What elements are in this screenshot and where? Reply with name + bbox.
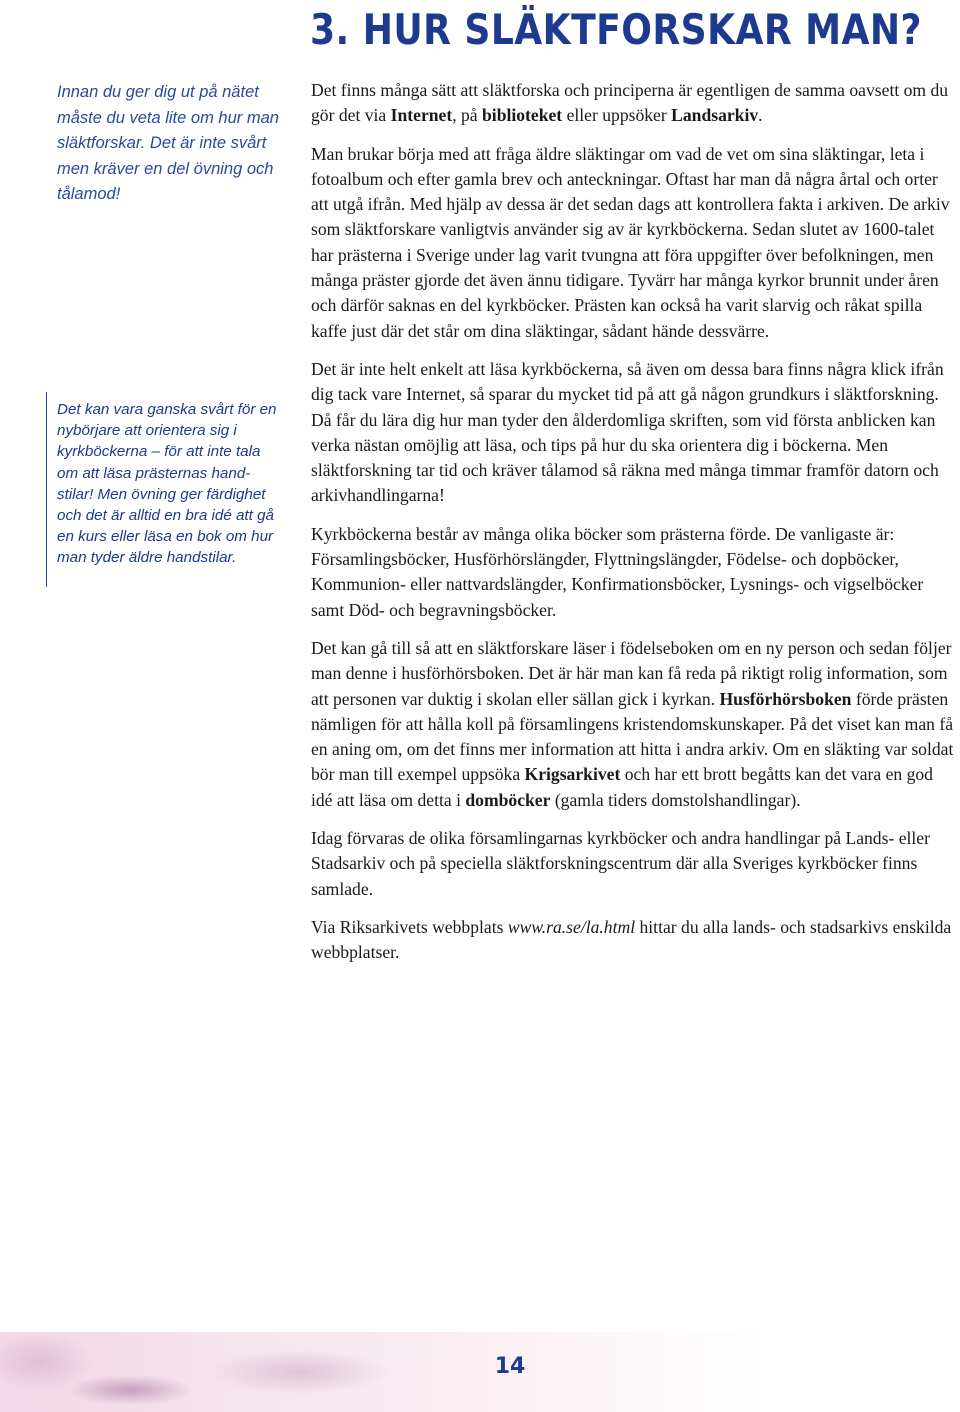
sidebar-note-tip: Det kan vara ganska svårt för en nybörjare att orientera sig i kyrkböckerna – för att inte tala om att läsa prästernas hand-stilar! Men övning ger färdighet och det är alltid en bra idé att gå en kurs eller läsa en bok om hur man tyder äldre handstilar. [57, 401, 277, 567]
riksarkivet-link[interactable]: www.ra.se/la.html [507, 916, 636, 937]
chapter-heading: 3. HUR SLÄKTFORSKAR MAN? [310, 5, 922, 54]
emphasis-biblioteket: biblioteket [482, 105, 563, 126]
paragraph-7 [311, 915, 956, 966]
emphasis-internet: Internet [390, 105, 453, 126]
paragraph-1 [311, 78, 956, 129]
paragraph-5-text-d: och har ett brott begåtts kan det vara en god idé att läsa om detta i [311, 764, 933, 810]
emphasis-krigsarkivet: Krigsarkivet [524, 764, 621, 785]
paragraph-5-text-a: Det kan gå till så att en släktforskare läser i födelseboken om en ny person och sedan följer man denne i husförhörsboken. Det är här man kan få reda på riktigt rolig information, som att personen var duktig i skolan eller sällan gick i kyrkan. [311, 637, 952, 709]
paragraph-1-text-e: . [758, 105, 763, 126]
footer-face-image [0, 1332, 420, 1412]
paragraph-6: Idag förvaras de olika församlingarnas kyrkböcker och andra handlingar på Lands- eller Stadsarkiv och på speciella släktforskningscentrum där alla Sveriges kyrkböcker finns samlade. [311, 828, 930, 899]
paragraph-5-text-c: förde prästen nämligen för att hålla koll på församlingens kristendomskunskaper. På det viset kan man få en aning om, om det finns mer information att hitta i andra arkiv. Om en släkting var soldat bör man till exempel uppsöka [311, 688, 954, 785]
paragraph-7-text-b: hittar du alla lands- och stadsarkivs enskilda webbplatser. [311, 916, 952, 963]
emphasis-dombocker: domböcker [465, 789, 551, 810]
emphasis-landsarkiv: Landsarkiv [671, 105, 759, 126]
paragraph-5 [311, 636, 956, 813]
main-body-text [311, 78, 956, 979]
page-number: 14 [494, 1354, 526, 1379]
emphasis-husforhorsboken: Husförhörsboken [719, 688, 852, 709]
paragraph-1-text-c: , på [452, 105, 483, 126]
paragraph-4: Kyrkböckerna består av många olika böcker som prästerna förde. De vanligaste är: Församlingsböcker, Husförhörslängder, Flyttningslängder, Födelse- och dopböcker, Kommunion- eller nattvardslängder, Konfirmationsböcker, Lysnings- och vigselböcker samt Död- och begravningsböcker. [311, 523, 924, 620]
paragraph-3: Det är inte helt enkelt att läsa kyrkböckerna, så även om dessa bara finns några klick ifrån dig tack vare Internet, så sparar du mycket tid på att gå någon grundkurs i släktforskning. Då får du lära dig hur man tyder den ålderdomliga skriften, som vid första anblicken kan verka nästan omöjlig att läsa, och tips på hur du ska orientera dig i böckerna. Men släktforskning tar tid och kräver tålamod så räkna med många timmar framför datorn och arkivhandlingarna! [311, 358, 944, 506]
sidebar-divider-line [46, 392, 47, 587]
sidebar-note-intro: Innan du ger dig ut på nätet måste du veta lite om hur man släktforskar. Det är inte svårt men kräver en del övning och tålamod! [57, 83, 279, 203]
paragraph-2: Man brukar börja med att fråga äldre släktingar om vad de vet om sina släktingar, leta i fotoalbum och efter gamla brev och anteckningar. Oftast har man då några årtal och orter att utgå ifrån. Med hjälp av dessa är det sedan dags att kontrollera fakta i arkiven. De arkiv som släktforskare vanligtvis använder sig av är kyrkböckerna. Sedan slutet av 1600-talet har prästerna i Sverige under lag varit tvungna att föra uppgifter över befolkningen, men många präster gjorde det även ännu tidigare. Tyvärr har många kyrkor brunnit under åren och därför saknas en del kyrkböcker. Prästen kan också ha varit slarvig och råkat spilla kaffe just där det står om dina släktingar, sådant hände dessvärre. [311, 143, 950, 341]
paragraph-5-text-e: (gamla tiders domstolshandlingar). [550, 789, 801, 810]
paragraph-1-text-d: eller uppsöker [562, 105, 672, 126]
paragraph-1-text-a: Det finns många sätt att släktforska och principerna är egentligen de samma oavsett om du gör det via [311, 80, 949, 126]
paragraph-7-text-a: Via Riksarkivets webbplats [311, 916, 508, 937]
